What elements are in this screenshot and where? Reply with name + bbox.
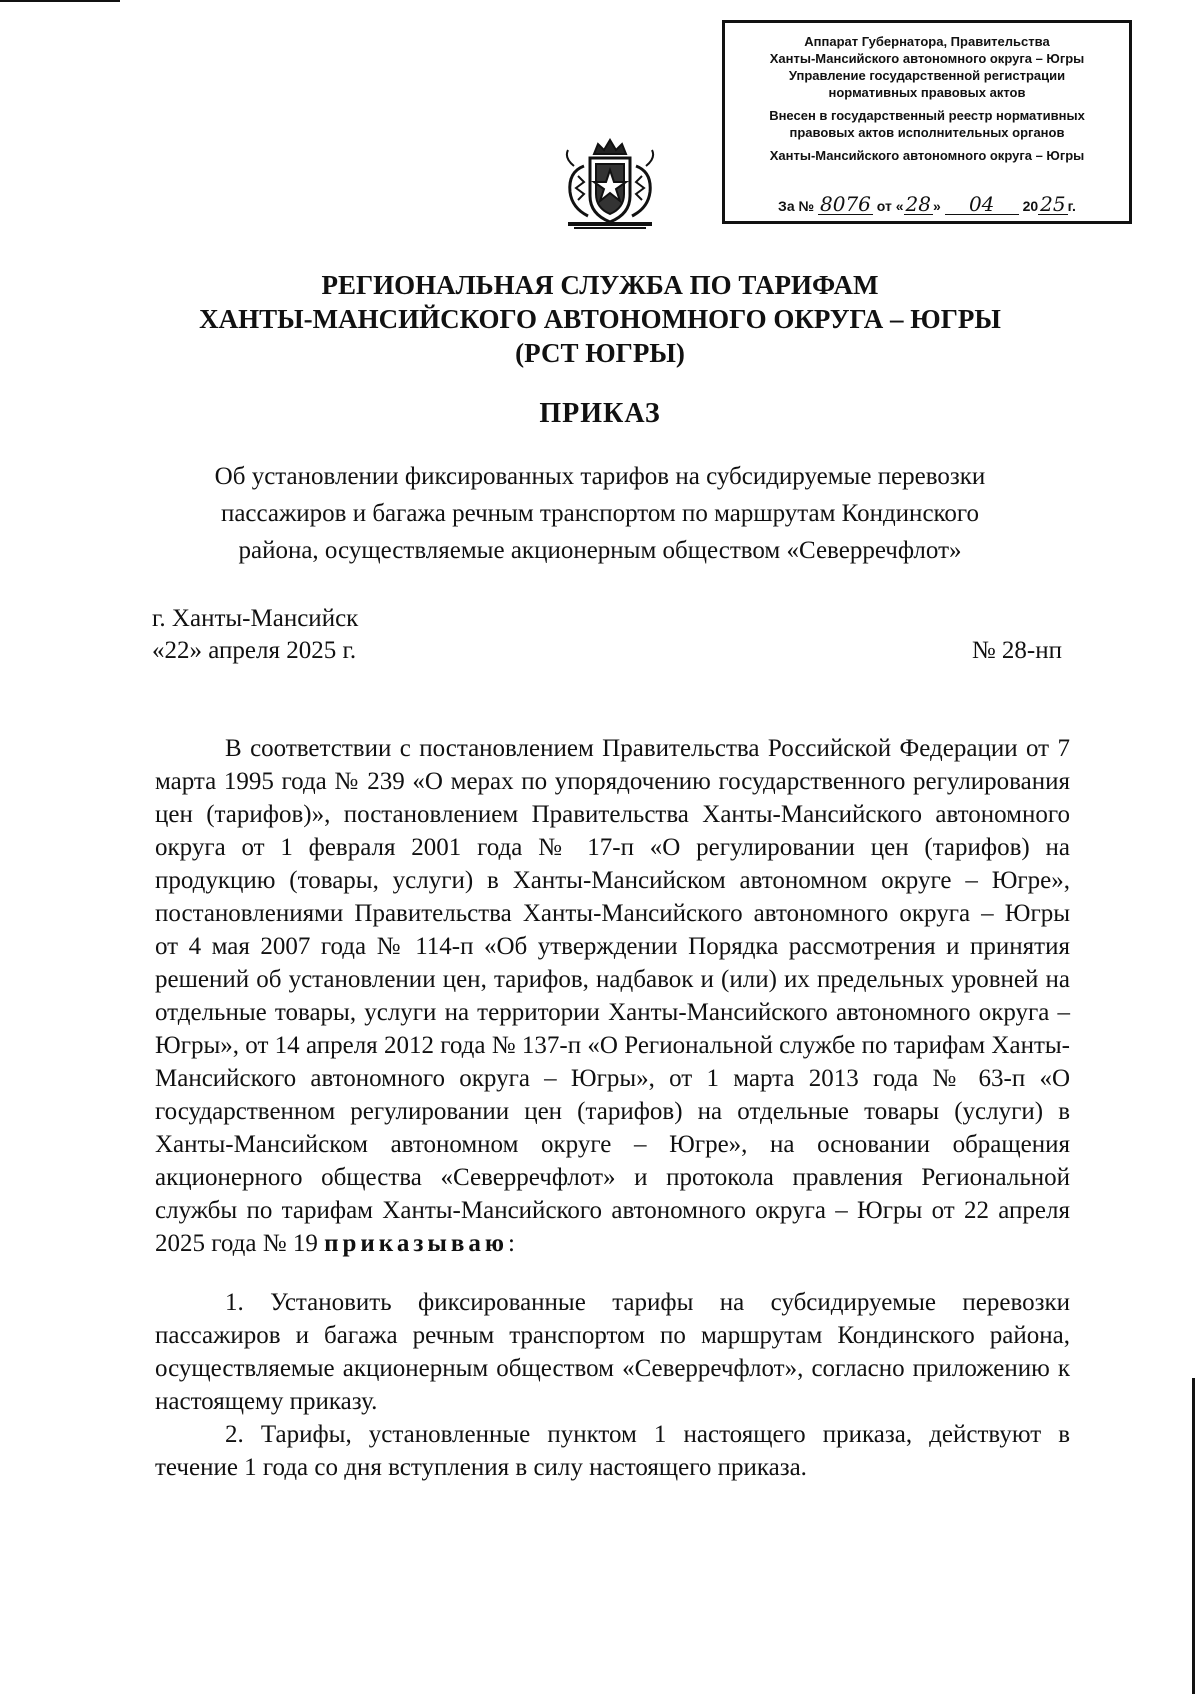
stamp-line: Управление государственной регистрации: [788, 68, 1066, 83]
stamp-registration-line: [725, 194, 1129, 215]
stamp-day: 28: [905, 192, 931, 216]
stamp-year-prefix: 20: [1022, 198, 1039, 214]
subject-line: Об установлении фиксированных тарифов на субсидируемые перевозки: [214, 463, 986, 490]
subject-line: пассажиров и багажа речным транспортом по маршрутам Кондинского: [220, 500, 980, 527]
document-subject: [150, 458, 1050, 569]
stamp-registration-number: 8076: [820, 192, 871, 216]
stamp-line: Аппарат Губернатора, Правительства: [804, 34, 1050, 49]
issuer-abbreviation: (РСТ ЮГРЫ): [515, 338, 685, 368]
preamble-text: В соответствии с постановлением Правительства Российской Федерации от 7 марта 1995 года № 239 «О мерах по упорядочению государственного регулирования цен (тарифов)», постановлением Правительства Ханты-Мансийского автономного округа от 1 февраля 2001 года № 17-п «О регулировании цен (тарифов) на продукцию (товары, услуги) в Ханты-Мансийском автономном округе – Югре», постановлениями Правительства Ханты-Мансийского автономного округа – Югры от 4 мая 2007 года № 114-п «Об утверждении Порядка рассмотрения и принятия решений об установлении цен, тарифов, надбавок и (или) их предельных уровней на отдельные товары, услуги на территории Ханты-Мансийского автономного округа – Югры», от 14 апреля 2012 года № 137-п «О Региональной службе по тарифам Ханты-Мансийского автономного округа – Югры», от 1 марта 2013 года № 63-п «О государственном регулировании цен (тарифов) на отдельные товары (услуги) в Ханты-Мансийском автономном округе – Югре», на основании обращения акционерного общества «Северречфлот» и протокола правления Региональной службы по тарифам Ханты-Мансийского автономного округа – Югры от 22 апреля 2025 года № 19: [155, 735, 1070, 1257]
preamble-paragraph: [155, 732, 1070, 1260]
document-number: № 28-нп: [971, 637, 1062, 664]
paragraph-spacer: [155, 1260, 1070, 1286]
stamp-line: правовых актов исполнительных органов: [789, 125, 1065, 140]
stamp-month: 04: [945, 194, 1019, 215]
stamp-line: Внесен в государственный реестр нормативных: [769, 108, 1085, 123]
stamp-year-suffix: 25: [1040, 192, 1066, 216]
order-item-1: 1. Установить фиксированные тарифы на субсидируемые перевозки пассажиров и багажа речным транспортом по маршрутам Кондинского района, осуществляемые акционерным обществом «Северречфлот», согласно приложению к настоящему приказу.: [155, 1289, 1070, 1415]
scan-edge-mark: [0, 0, 120, 2]
scan-edge-bar: [1192, 1378, 1195, 1694]
order-item-2: 2. Тарифы, установленные пунктом 1 настоящего приказа, действуют в течение 1 года со дня вступления в силу настоящего приказа.: [155, 1421, 1070, 1481]
registration-stamp: [722, 20, 1132, 224]
stamp-line: нормативных правовых актов: [828, 85, 1026, 100]
document-title: ПРИКАЗ: [539, 398, 661, 429]
stamp-line: Ханты-Мансийского автономного округа – Югры: [769, 148, 1085, 163]
subject-line: района, осуществляемые акционерным обществом «Северречфлот»: [238, 537, 962, 564]
document-place: г. Ханты-Мансийск: [152, 605, 359, 632]
document-date: «22» апреля 2025 г.: [152, 637, 357, 664]
issuer-line: ХАНТЫ-МАНСИЙСКОГО АВТОНОМНОГО ОКРУГА – ЮГРЫ: [199, 304, 1001, 334]
order-word: приказываю: [324, 1230, 509, 1257]
order-colon: :: [508, 1230, 515, 1257]
issuer-line: РЕГИОНАЛЬНАЯ СЛУЖБА ПО ТАРИФАМ: [321, 270, 879, 300]
stamp-number-prefix: За №: [778, 198, 815, 214]
coat-of-arms-emblem: [554, 136, 666, 236]
stamp-year-end: г.: [1067, 198, 1076, 214]
stamp-from-label: от «: [876, 198, 904, 214]
issuer-header: [120, 268, 1080, 370]
stamp-line: Ханты-Мансийского автономного округа – Югры: [769, 51, 1085, 66]
stamp-close-quote: »: [933, 198, 941, 214]
document-body: [155, 732, 1070, 1484]
